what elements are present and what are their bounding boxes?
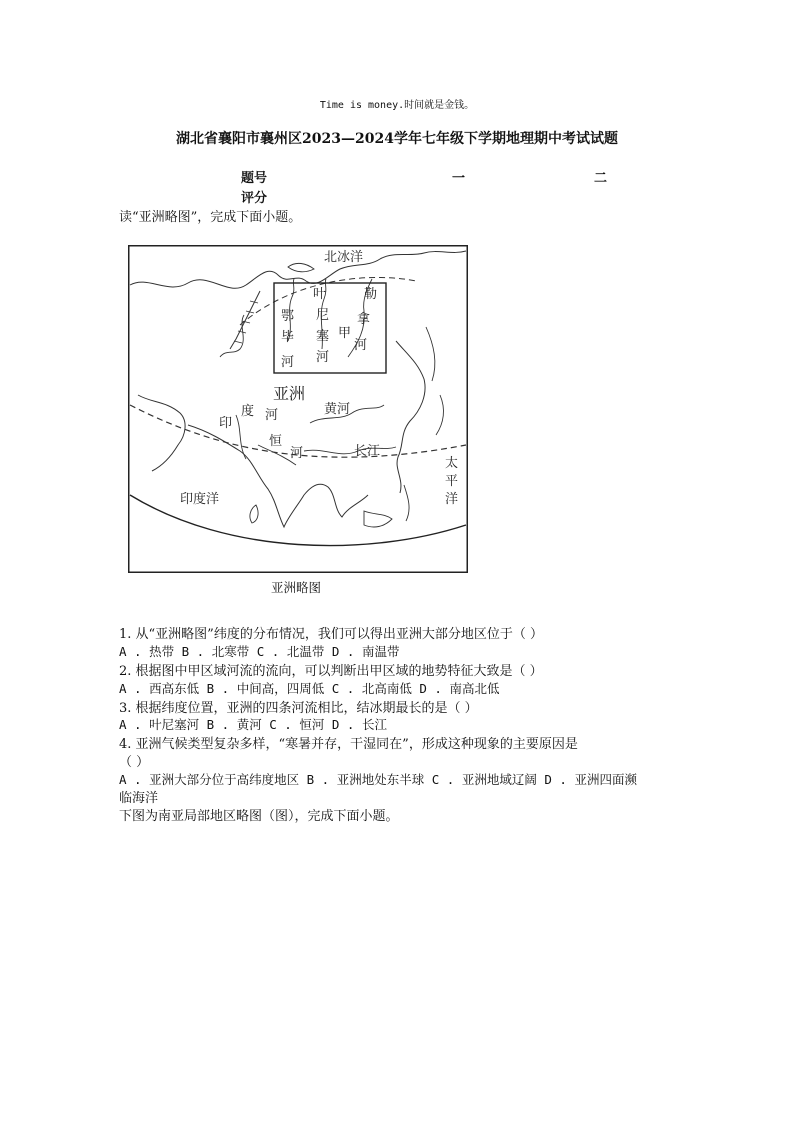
- intro-text-1: 读“亚洲略图”，完成下面小题。: [119, 210, 302, 225]
- question-4-stem: 4. 亚洲气候类型复杂多样，“寒暑并存，干湿同在”，形成这种现象的主要原因是: [119, 737, 578, 752]
- label-indus-1: 印: [219, 416, 233, 431]
- question-3-stem: 3. 根据纬度位置，亚洲的四条河流相比，结冰期最长的是（ ）: [119, 701, 478, 716]
- score-row-label-number: 题号: [241, 171, 268, 186]
- label-lena-3: 河: [354, 338, 368, 353]
- label-pacific-1: 太: [445, 456, 459, 471]
- question-1-stem: 1. 从“亚洲略图”纬度的分布情况，我们可以得出亚洲大部分地区位于（ ）: [119, 627, 543, 642]
- label-jia: 甲: [338, 326, 352, 341]
- label-ob-3: 河: [281, 355, 295, 370]
- map-caption: 亚洲略图: [271, 580, 322, 595]
- label-arctic: 北冰洋: [324, 250, 364, 265]
- map-frame: [129, 246, 468, 573]
- question-4-options-cont: 临海洋: [119, 791, 159, 806]
- label-indus-2: 度: [241, 404, 255, 419]
- score-col-1: 一: [452, 171, 466, 186]
- label-yenisei-2: 尼: [316, 308, 330, 323]
- label-yenisei-4: 河: [316, 350, 330, 365]
- label-ob-2: 毕: [281, 330, 295, 345]
- question-1-options: A . 热带 B . 北寒带 C . 北温带 D . 南温带: [119, 644, 400, 659]
- label-pacific-3: 洋: [445, 492, 459, 507]
- label-lena-2: 拿: [357, 312, 371, 327]
- label-pacific-2: 平: [445, 474, 459, 489]
- label-indian-ocean: 印度洋: [180, 492, 220, 507]
- label-yangtze: 长江: [354, 444, 381, 459]
- question-2-stem: 2. 根据图中甲区域河流的流向，可以判断出甲区域的地势特征大致是（ ）: [119, 664, 543, 679]
- page-title: 湖北省襄阳市襄州区2023—2024学年七年级下学期地理期中考试试题: [176, 131, 618, 147]
- label-yellow-river: 黄河: [324, 402, 351, 417]
- question-4-stem-paren: （ ）: [119, 755, 150, 770]
- label-ganges-1: 恒: [269, 434, 283, 449]
- score-col-2: 二: [594, 171, 608, 186]
- label-ganges-2: 河: [290, 446, 304, 461]
- label-yenisei-1: 叶: [313, 287, 327, 302]
- label-ob-1: 鄂: [281, 309, 295, 324]
- label-asia: 亚洲: [273, 384, 306, 403]
- intro-text-2: 下图为南亚局部地区略图（图），完成下面小题。: [119, 809, 399, 824]
- label-indus-3: 河: [265, 408, 279, 423]
- score-row-label-score: 评分: [241, 191, 268, 206]
- label-yenisei-3: 塞: [316, 329, 330, 344]
- question-2-options: A . 西高东低 B . 中间高，四周低 C . 北高南低 D . 南高北低: [119, 681, 500, 696]
- question-3-options: A . 叶尼塞河 B . 黄河 C . 恒河 D . 长江: [119, 717, 387, 732]
- label-lena-1: 勒: [364, 287, 378, 302]
- header-note: Time is money.时间就是金钱。: [319, 100, 475, 111]
- asia-map: [128, 245, 468, 573]
- question-4-options: A . 亚洲大部分位于高纬度地区 B . 亚洲地处东半球 C . 亚洲地域辽阔 D . 亚洲四面濒: [119, 772, 637, 787]
